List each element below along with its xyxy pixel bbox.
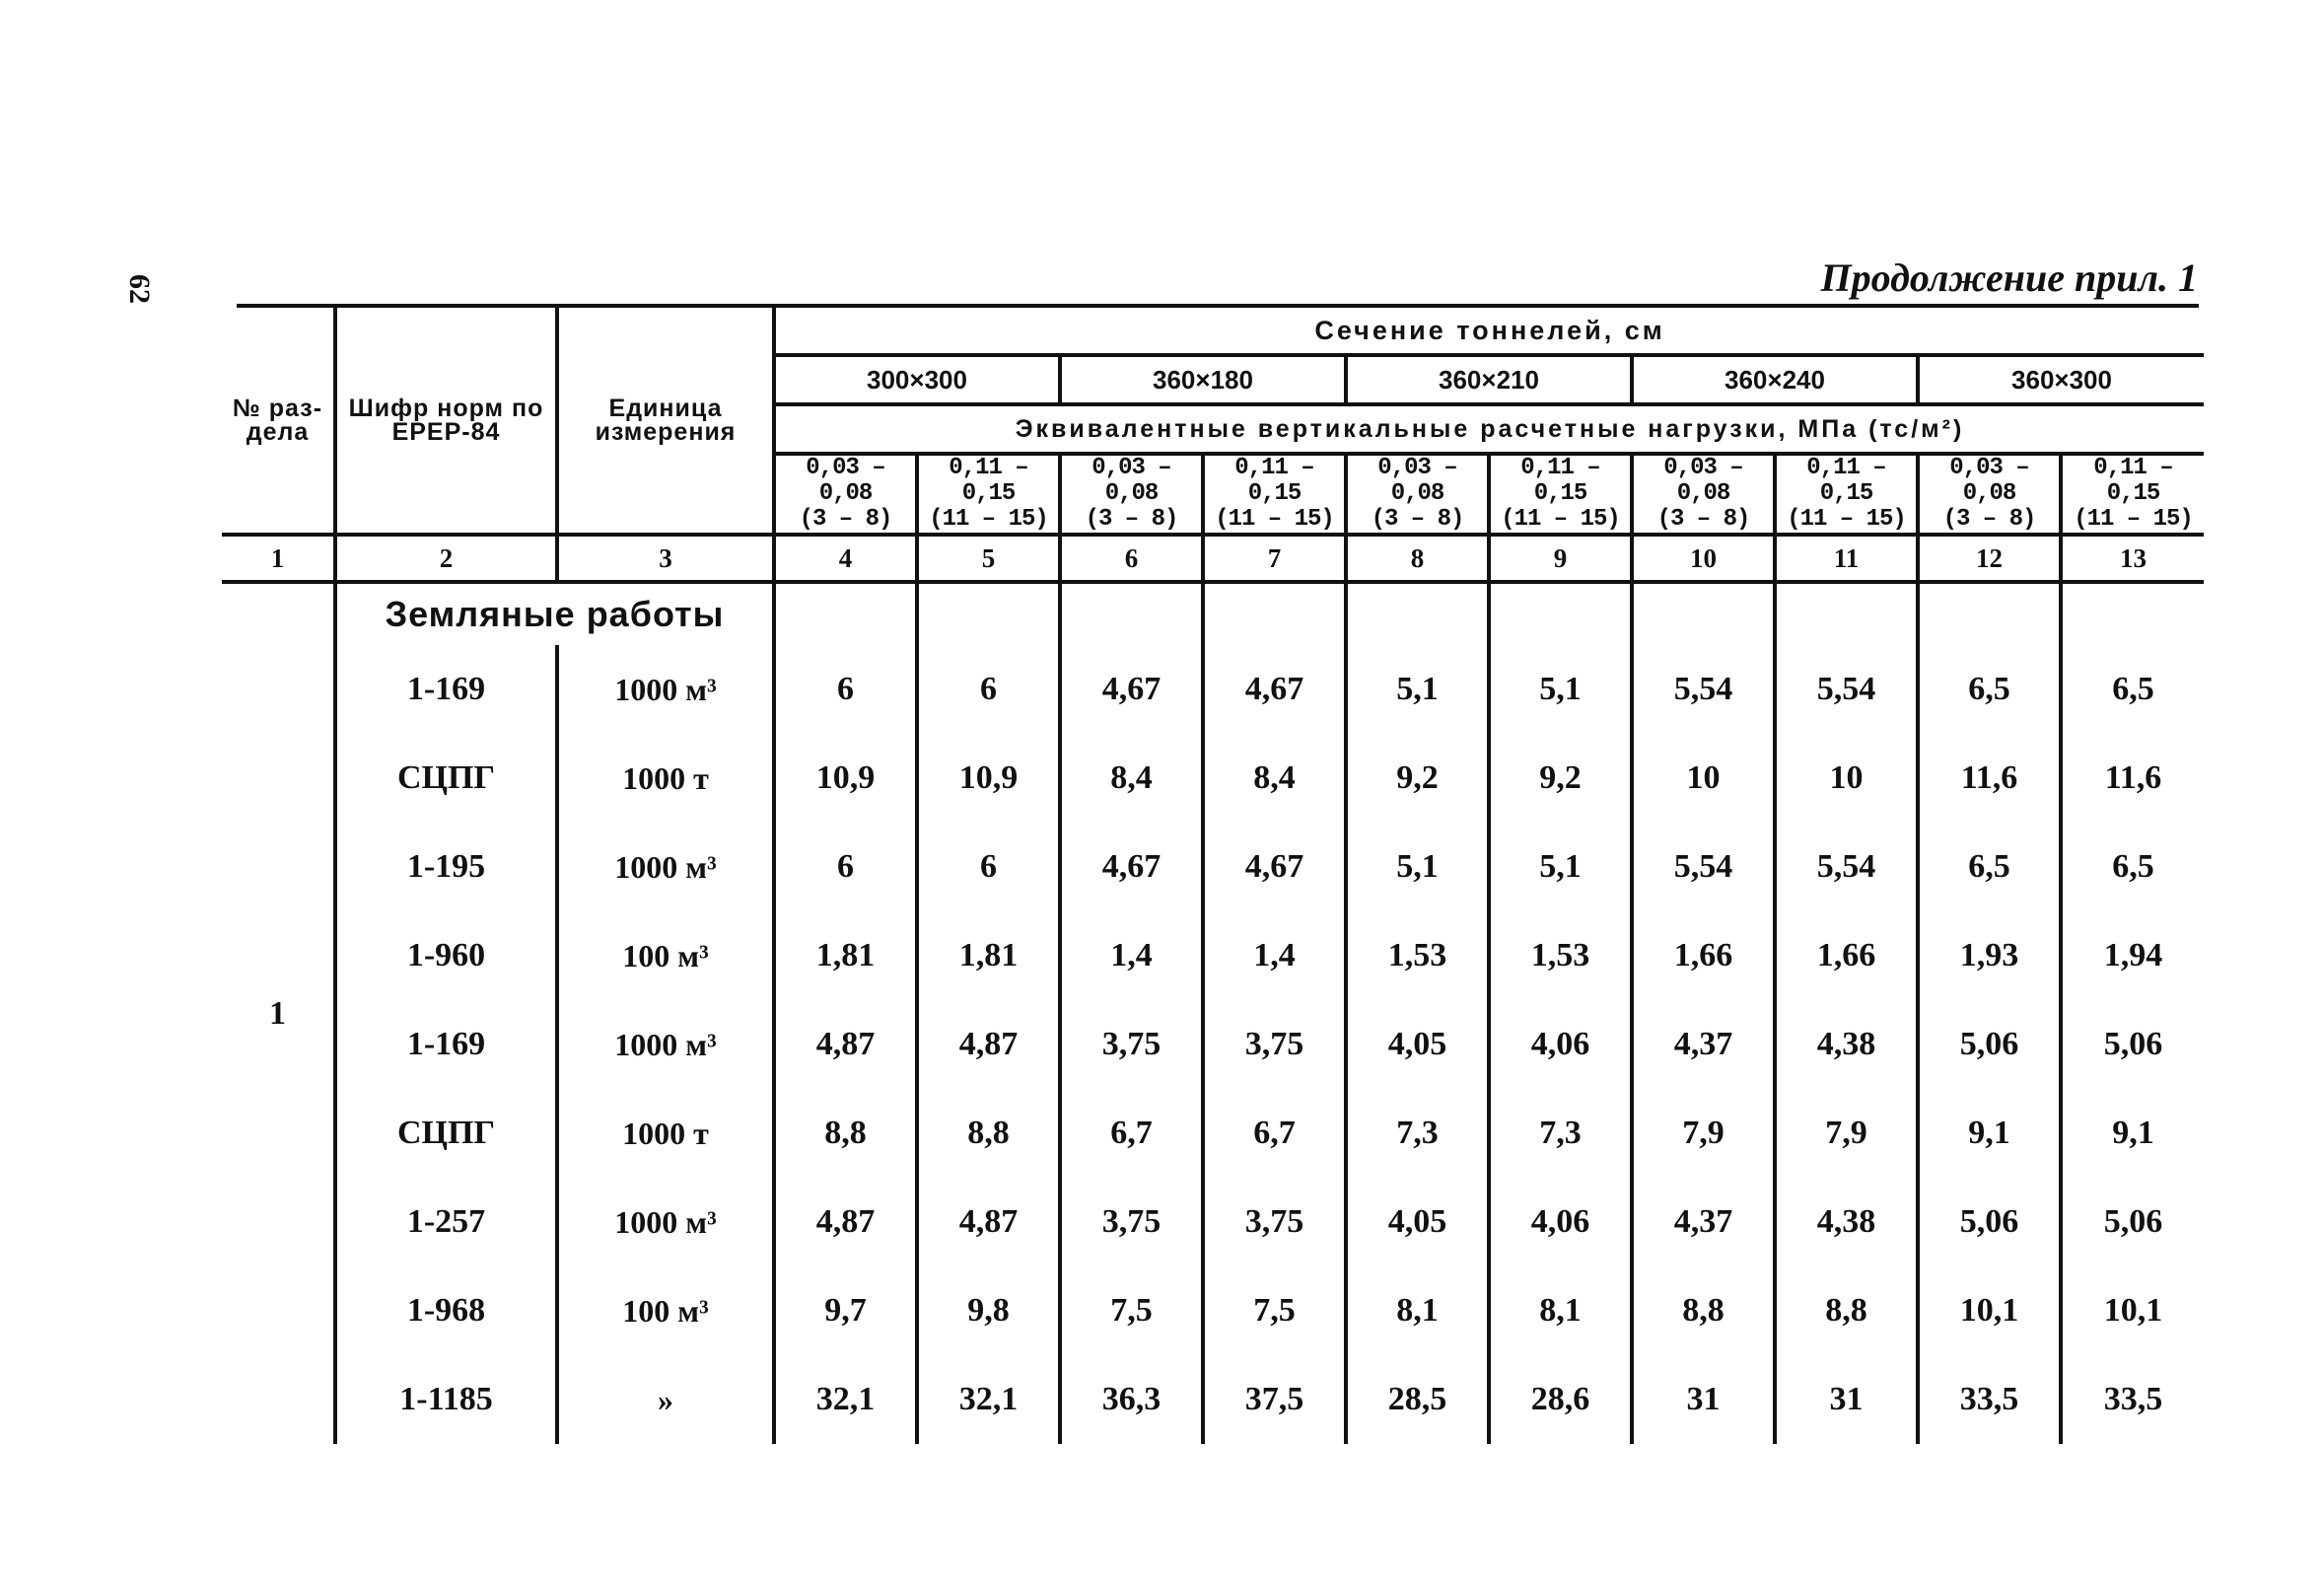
unit: 1000 м³ (557, 823, 774, 911)
value-cell: 1,4 (1060, 911, 1203, 1000)
value-cell: 4,87 (774, 1178, 917, 1266)
value-cell: 6,5 (2061, 645, 2204, 734)
column-number: 1 (222, 535, 335, 582)
value-cell: 4,67 (1060, 823, 1203, 911)
column-number: 2 (335, 535, 557, 582)
unit: » (557, 1355, 774, 1444)
value-cell: 6 (917, 645, 1060, 734)
value-cell: 4,05 (1346, 1000, 1489, 1089)
value-cell: 5,54 (1632, 645, 1775, 734)
value-cell: 3,75 (1203, 1178, 1346, 1266)
value-cell: 8,8 (1775, 1266, 1918, 1355)
value-cell: 8,8 (774, 1089, 917, 1178)
value-cell: 8,8 (917, 1089, 1060, 1178)
unit: 1000 т (557, 1089, 774, 1178)
tunnel-size: 300×300 (774, 355, 1060, 404)
value-cell: 1,53 (1346, 911, 1489, 1000)
column-numbers-row (222, 535, 2204, 582)
value-cell: 10,1 (2061, 1266, 2204, 1355)
value-cell: 6,7 (1060, 1089, 1203, 1178)
value-cell: 5,06 (1918, 1178, 2061, 1266)
value-cell: 5,06 (2061, 1000, 2204, 1089)
header-norm-code: Шифр норм по ЕРЕР-84 (335, 308, 557, 535)
header-unit: Единица измерения (557, 308, 774, 535)
load-range-high: 0,11 – 0,15 (11 – 15) (917, 454, 1060, 535)
value-cell: 3,75 (1060, 1000, 1203, 1089)
header-tunnel-section: Сечение тоннелей, см (774, 308, 2204, 355)
table-row (222, 1178, 2204, 1266)
column-number: 3 (557, 535, 774, 582)
value-cell: 6 (774, 645, 917, 734)
unit: 1000 м³ (557, 645, 774, 734)
load-range-low: 0,03 – 0,08 (3 – 8) (1632, 454, 1775, 535)
value-cell: 10 (1632, 734, 1775, 823)
table-body (222, 582, 2204, 1444)
value-cell: 9,8 (917, 1266, 1060, 1355)
value-cell: 11,6 (2061, 734, 2204, 823)
value-cell: 9,2 (1489, 734, 1632, 823)
column-number: 7 (1203, 535, 1346, 582)
norm-code: 1-169 (335, 645, 557, 734)
column-number: 9 (1489, 535, 1632, 582)
column-number: 11 (1775, 535, 1918, 582)
tunnel-size: 360×300 (1918, 355, 2204, 404)
tunnel-size: 360×180 (1060, 355, 1346, 404)
value-cell: 8,4 (1060, 734, 1203, 823)
unit: 1000 м³ (557, 1178, 774, 1266)
value-cell: 4,67 (1203, 645, 1346, 734)
value-cell: 1,81 (774, 911, 917, 1000)
norm-code: 1-1185 (335, 1355, 557, 1444)
tunnel-size: 360×240 (1632, 355, 1918, 404)
unit: 1000 м³ (557, 1000, 774, 1089)
table-header (222, 308, 2204, 582)
value-cell: 7,5 (1060, 1266, 1203, 1355)
value-cell: 9,2 (1346, 734, 1489, 823)
value-cell: 7,3 (1346, 1089, 1489, 1178)
value-cell: 9,1 (2061, 1089, 2204, 1178)
header-section-number: № раз-дела (232, 395, 323, 446)
norm-code: 1-169 (335, 1000, 557, 1089)
value-cell: 32,1 (774, 1355, 917, 1444)
value-cell: 6,7 (1203, 1089, 1346, 1178)
value-cell: 1,94 (2061, 911, 2204, 1000)
value-cell: 31 (1632, 1355, 1775, 1444)
value-cell: 6 (774, 823, 917, 911)
value-cell: 37,5 (1203, 1355, 1346, 1444)
unit: 1000 т (557, 734, 774, 823)
value-cell: 5,1 (1346, 645, 1489, 734)
value-cell: 28,5 (1346, 1355, 1489, 1444)
column-number: 10 (1632, 535, 1775, 582)
unit: 100 м³ (557, 1266, 774, 1355)
value-cell: 6 (917, 823, 1060, 911)
value-cell: 1,66 (1775, 911, 1918, 1000)
norm-code: 1-968 (335, 1266, 557, 1355)
tunnel-size: 360×210 (1346, 355, 1632, 404)
value-cell: 4,87 (774, 1000, 917, 1089)
table-row (222, 734, 2204, 823)
value-cell: 7,9 (1775, 1089, 1918, 1178)
norm-code: СЦПГ (335, 734, 557, 823)
page-number: 62 (123, 274, 156, 304)
unit: 100 м³ (557, 911, 774, 1000)
value-cell: 8,4 (1203, 734, 1346, 823)
column-number: 5 (917, 535, 1060, 582)
column-number: 8 (1346, 535, 1489, 582)
continuation-title: Продолжение прил. 1 (1820, 255, 2198, 300)
load-range-high: 0,11 – 0,15 (11 – 15) (1775, 454, 1918, 535)
load-range-low: 0,03 – 0,08 (3 – 8) (1060, 454, 1203, 535)
table-row (222, 645, 2204, 734)
value-cell: 7,5 (1203, 1266, 1346, 1355)
value-cell: 4,37 (1632, 1000, 1775, 1089)
value-cell: 4,67 (1203, 823, 1346, 911)
value-cell: 5,1 (1346, 823, 1489, 911)
value-cell: 1,93 (1918, 911, 2061, 1000)
load-range-high: 0,11 – 0,15 (11 – 15) (1489, 454, 1632, 535)
value-cell: 9,1 (1918, 1089, 2061, 1178)
value-cell: 4,87 (917, 1000, 1060, 1089)
header-loads: Эквивалентные вертикальные расчетные нагрузки, МПа (тс/м²) (774, 404, 2204, 454)
value-cell: 31 (1775, 1355, 1918, 1444)
value-cell: 5,1 (1489, 823, 1632, 911)
column-number: 6 (1060, 535, 1203, 582)
column-number: 4 (774, 535, 917, 582)
value-cell: 7,3 (1489, 1089, 1632, 1178)
value-cell: 11,6 (1918, 734, 2061, 823)
value-cell: 10,9 (774, 734, 917, 823)
value-cell: 1,4 (1203, 911, 1346, 1000)
table-row (222, 1266, 2204, 1355)
value-cell: 6,5 (1918, 645, 2061, 734)
table-row (222, 1355, 2204, 1444)
value-cell: 8,1 (1346, 1266, 1489, 1355)
norm-code: 1-257 (335, 1178, 557, 1266)
section-title: Земляные работы (335, 582, 774, 645)
value-cell: 4,38 (1775, 1178, 1918, 1266)
value-cell: 32,1 (917, 1355, 1060, 1444)
value-cell: 33,5 (1918, 1355, 2061, 1444)
value-cell: 8,8 (1632, 1266, 1775, 1355)
value-cell: 3,75 (1203, 1000, 1346, 1089)
value-cell: 5,54 (1775, 645, 1918, 734)
value-cell: 9,7 (774, 1266, 917, 1355)
value-cell: 10,1 (1918, 1266, 2061, 1355)
value-cell: 7,9 (1632, 1089, 1775, 1178)
value-cell: 6,5 (1918, 823, 2061, 911)
table-row (222, 1089, 2204, 1178)
norm-code: СЦПГ (335, 1089, 557, 1178)
value-cell: 4,38 (1775, 1000, 1918, 1089)
value-cell: 1,66 (1632, 911, 1775, 1000)
value-cell: 3,75 (1060, 1178, 1203, 1266)
value-cell: 4,87 (917, 1178, 1060, 1266)
value-cell: 4,37 (1632, 1178, 1775, 1266)
value-cell: 28,6 (1489, 1355, 1632, 1444)
value-cell: 5,06 (1918, 1000, 2061, 1089)
value-cell: 4,06 (1489, 1178, 1632, 1266)
value-cell: 4,05 (1346, 1178, 1489, 1266)
value-cell: 4,67 (1060, 645, 1203, 734)
value-cell: 36,3 (1060, 1355, 1203, 1444)
value-cell: 1,81 (917, 911, 1060, 1000)
value-cell: 33,5 (2061, 1355, 2204, 1444)
value-cell: 5,1 (1489, 645, 1632, 734)
load-range-low: 0,03 – 0,08 (3 – 8) (1346, 454, 1489, 535)
value-cell: 5,54 (1775, 823, 1918, 911)
load-range-low: 0,03 – 0,08 (3 – 8) (774, 454, 917, 535)
column-number: 13 (2061, 535, 2204, 582)
column-number: 12 (1918, 535, 2061, 582)
load-range-high: 0,11 – 0,15 (11 – 15) (2061, 454, 2204, 535)
value-cell: 4,06 (1489, 1000, 1632, 1089)
norms-table (222, 308, 2204, 1444)
load-range-low: 0,03 – 0,08 (3 – 8) (1918, 454, 2061, 535)
section-number: 1 (269, 995, 286, 1032)
value-cell: 5,54 (1632, 823, 1775, 911)
norm-code: 1-960 (335, 911, 557, 1000)
value-cell: 1,53 (1489, 911, 1632, 1000)
value-cell: 10,9 (917, 734, 1060, 823)
value-cell: 8,1 (1489, 1266, 1632, 1355)
table-row (222, 911, 2204, 1000)
value-cell: 6,5 (2061, 823, 2204, 911)
norm-code: 1-195 (335, 823, 557, 911)
value-cell: 5,06 (2061, 1178, 2204, 1266)
table-row (222, 1000, 2204, 1089)
load-range-high: 0,11 – 0,15 (11 – 15) (1203, 454, 1346, 535)
value-cell: 10 (1775, 734, 1918, 823)
table-row (222, 823, 2204, 911)
